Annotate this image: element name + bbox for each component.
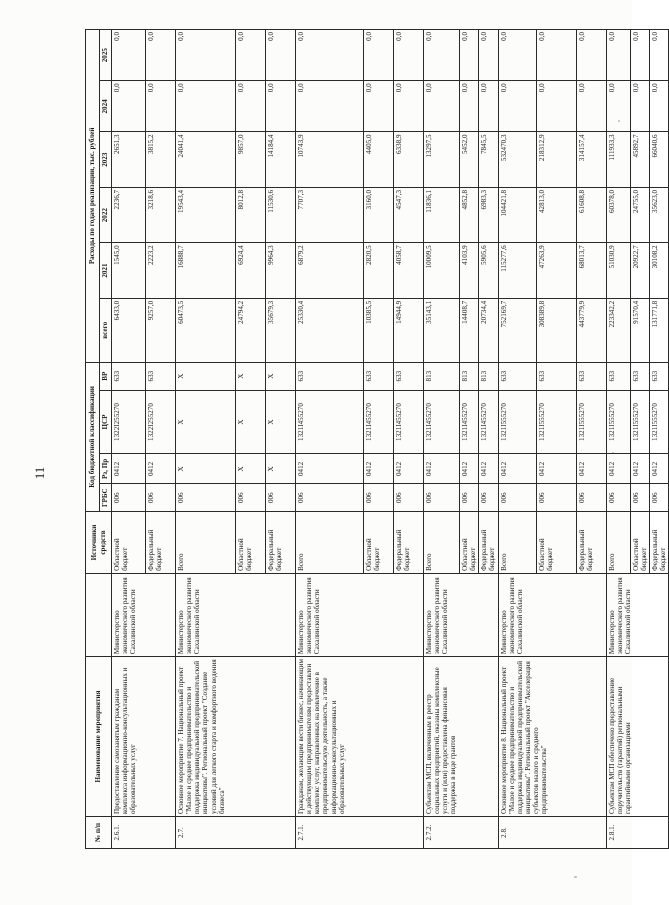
- y2024-cell: 0,0: [112, 81, 146, 132]
- y2024-cell: 0,0: [649, 81, 668, 132]
- total-cell: 10385,5: [364, 298, 394, 362]
- total-cell: 25330,4: [296, 298, 364, 362]
- vr-cell: 813: [460, 362, 479, 390]
- y2023-cell: 10743,9: [296, 132, 364, 187]
- csr-cell: 1321I455270: [460, 390, 479, 454]
- header-num: № п/п: [86, 817, 112, 849]
- rzpr-cell: 0412: [460, 454, 479, 484]
- y2021-cell: 2223,2: [146, 243, 176, 298]
- total-cell: 24794,2: [236, 298, 266, 362]
- grbs-cell: 006: [394, 484, 424, 512]
- y2021-cell: 10009,5: [424, 243, 460, 298]
- source-cell: Федеральный бюджет: [576, 512, 606, 574]
- grbs-cell: 006: [630, 484, 649, 512]
- total-cell: 131771,8: [649, 298, 668, 362]
- y2022-cell: 7707,3: [296, 187, 364, 242]
- csr-cell: X: [266, 390, 296, 454]
- source-cell: Областной бюджет: [112, 512, 146, 574]
- header-csr: ЦСР: [100, 390, 112, 454]
- csr-cell: 1321I555270: [498, 390, 536, 454]
- num-cell: 2.7.: [176, 817, 296, 849]
- num-cell: 2.6.1.: [112, 817, 176, 849]
- source-cell: Областной бюджет: [236, 512, 266, 574]
- y2025-cell: 0,0: [479, 30, 498, 81]
- csr-cell: 1321I455270: [479, 390, 498, 454]
- y2024-cell: 0,0: [460, 81, 479, 132]
- source-cell: Федеральный бюджет: [266, 512, 296, 574]
- rzpr-cell: 0412: [394, 454, 424, 484]
- y2025-cell: 0,0: [296, 30, 364, 81]
- vr-cell: X: [236, 362, 266, 390]
- grbs-cell: 006: [479, 484, 498, 512]
- source-cell: Областной бюджет: [460, 512, 479, 574]
- scan-speck: [574, 876, 577, 878]
- y2021-cell: 51030,9: [606, 243, 630, 298]
- csr-cell: 1321I455270: [296, 390, 364, 454]
- vr-cell: 633: [394, 362, 424, 390]
- vr-cell: 813: [479, 362, 498, 390]
- y2025-cell: 0,0: [424, 30, 460, 81]
- y2021-cell: 6924,4: [236, 243, 266, 298]
- table-row: [296, 30, 364, 849]
- source-cell: Федеральный бюджет: [146, 512, 176, 574]
- y2024-cell: 0,0: [394, 81, 424, 132]
- y2023-cell: 314157,4: [576, 132, 606, 187]
- header-rzpr: Рз, Пр: [100, 454, 112, 484]
- rzpr-cell: X: [176, 454, 236, 484]
- header-grbs: ГРБС: [100, 484, 112, 512]
- y2023-cell: 9857,0: [236, 132, 266, 187]
- csr-cell: 1321I455270: [364, 390, 394, 454]
- grbs-cell: 006: [649, 484, 668, 512]
- y2021-cell: 68013,7: [576, 243, 606, 298]
- header-row: [86, 30, 100, 849]
- grbs-cell: 006: [576, 484, 606, 512]
- name-cell: Основное мероприятие 8. Национальный проект "Малое и среднее предпринимательство и поддержка индивидуальной предпринимательской инициативы". Региональный проект "Акселерация субъектов малого и среднего предпринимательства": [498, 657, 606, 817]
- total-cell: 308389,8: [536, 298, 576, 362]
- name-cell: Субъектам МСП, включенным в реестр социальных предприятий, оказаны комплексные услуги и (или) предоставлена финансовая поддержка в виде грантов: [424, 657, 499, 817]
- source-cell: Всего: [606, 512, 630, 574]
- rzpr-cell: 0412: [146, 454, 176, 484]
- y2022-cell: 8012,8: [236, 187, 266, 242]
- vr-cell: X: [176, 362, 236, 390]
- vr-cell: 633: [630, 362, 649, 390]
- y2025-cell: 0,0: [394, 30, 424, 81]
- y2023-cell: 14184,4: [266, 132, 296, 187]
- executor-cell: Министерство экономического развития Сахалинской области: [112, 573, 176, 656]
- vr-cell: 633: [364, 362, 394, 390]
- y2022-cell: 104421,8: [498, 187, 536, 242]
- csr-cell: 1321I455270: [394, 390, 424, 454]
- csr-cell: 1321I555270: [536, 390, 576, 454]
- total-cell: 9257,0: [146, 298, 176, 362]
- grbs-cell: 006: [176, 484, 236, 512]
- rzpr-cell: X: [236, 454, 266, 484]
- y2023-cell: 45892,7: [630, 132, 649, 187]
- y2021-cell: 5905,6: [479, 243, 498, 298]
- budget-table: [85, 29, 669, 849]
- table-row: [176, 30, 236, 849]
- y2025-cell: 0,0: [236, 30, 266, 81]
- y2021-cell: 115277,6: [498, 243, 536, 298]
- table-row: [606, 30, 630, 849]
- grbs-cell: 006: [536, 484, 576, 512]
- y2025-cell: 0,0: [576, 30, 606, 81]
- rzpr-cell: 0412: [112, 454, 146, 484]
- header-2025: 2025: [100, 30, 112, 81]
- y2023-cell: 2651,3: [112, 132, 146, 187]
- grbs-cell: 006: [460, 484, 479, 512]
- rotated-table-area: [85, 29, 668, 849]
- y2021-cell: 30108,2: [649, 243, 668, 298]
- y2023-cell: 5452,0: [460, 132, 479, 187]
- csr-cell: 1321I555270: [606, 390, 630, 454]
- y2025-cell: 0,0: [649, 30, 668, 81]
- y2022-cell: 35623,0: [649, 187, 668, 242]
- y2023-cell: 7845,5: [479, 132, 498, 187]
- y2024-cell: 0,0: [606, 81, 630, 132]
- rzpr-cell: 0412: [630, 454, 649, 484]
- rzpr-cell: 0412: [424, 454, 460, 484]
- y2021-cell: 4103,9: [460, 243, 479, 298]
- y2023-cell: 3815,2: [146, 132, 176, 187]
- vr-cell: 633: [536, 362, 576, 390]
- num-cell: 2.8.: [498, 817, 606, 849]
- y2024-cell: 0,0: [424, 81, 460, 132]
- rzpr-cell: 0412: [576, 454, 606, 484]
- rzpr-cell: 0412: [479, 454, 498, 484]
- header-2021: 2021: [100, 243, 112, 298]
- total-cell: 14408,7: [460, 298, 479, 362]
- csr-cell: X: [176, 390, 236, 454]
- y2021-cell: 2820,5: [364, 243, 394, 298]
- source-cell: Всего: [424, 512, 460, 574]
- y2021-cell: 6879,2: [296, 243, 364, 298]
- executor-cell: Министерство экономического развития Сахалинской области: [424, 573, 499, 656]
- y2022-cell: 19543,4: [176, 187, 236, 242]
- y2023-cell: 13297,5: [424, 132, 460, 187]
- vr-cell: X: [266, 362, 296, 390]
- total-cell: 20734,4: [479, 298, 498, 362]
- source-cell: Всего: [296, 512, 364, 574]
- header-source: Источники средств: [86, 512, 112, 574]
- table-row: [424, 30, 460, 849]
- csr-cell: 1321I555270: [649, 390, 668, 454]
- y2024-cell: 0,0: [479, 81, 498, 132]
- y2021-cell: 4058,7: [394, 243, 424, 298]
- vr-cell: 633: [112, 362, 146, 390]
- total-cell: 35143,1: [424, 298, 460, 362]
- executor-cell: Министерство экономического развития Сахалинской области: [606, 573, 669, 656]
- y2024-cell: 0,0: [146, 81, 176, 132]
- source-cell: Областной бюджет: [630, 512, 649, 574]
- rzpr-cell: 0412: [536, 454, 576, 484]
- grbs-cell: 006: [424, 484, 460, 512]
- source-cell: Федеральный бюджет: [394, 512, 424, 574]
- y2025-cell: 0,0: [266, 30, 296, 81]
- y2024-cell: 0,0: [536, 81, 576, 132]
- y2025-cell: 0,0: [498, 30, 536, 81]
- y2021-cell: 16888,7: [176, 243, 236, 298]
- header-total: всего: [100, 298, 112, 362]
- y2023-cell: 6338,9: [394, 132, 424, 187]
- y2025-cell: 0,0: [176, 30, 236, 81]
- y2023-cell: 4405,0: [364, 132, 394, 187]
- table-body: [112, 30, 669, 849]
- table-row: [112, 30, 146, 849]
- num-cell: 2.8.1.: [606, 817, 669, 849]
- vr-cell: 633: [296, 362, 364, 390]
- rzpr-cell: X: [266, 454, 296, 484]
- y2025-cell: 0,0: [630, 30, 649, 81]
- y2021-cell: 47263,9: [536, 243, 576, 298]
- y2025-cell: 0,0: [460, 30, 479, 81]
- csr-cell: 1321I455270: [424, 390, 460, 454]
- y2022-cell: 24755,0: [630, 187, 649, 242]
- y2021-cell: 9964,3: [266, 243, 296, 298]
- vr-cell: 633: [576, 362, 606, 390]
- rzpr-cell: 0412: [364, 454, 394, 484]
- y2022-cell: 11530,6: [266, 187, 296, 242]
- y2022-cell: 4852,8: [460, 187, 479, 242]
- vr-cell: 633: [146, 362, 176, 390]
- y2022-cell: 61608,8: [576, 187, 606, 242]
- csr-cell: X: [236, 390, 266, 454]
- executor-cell: Министерство экономического развития Сахалинской области: [176, 573, 296, 656]
- total-cell: 60473,5: [176, 298, 236, 362]
- y2025-cell: 0,0: [364, 30, 394, 81]
- y2025-cell: 0,0: [112, 30, 146, 81]
- rzpr-cell: 0412: [649, 454, 668, 484]
- grbs-cell: 006: [296, 484, 364, 512]
- y2022-cell: 60378,0: [606, 187, 630, 242]
- y2024-cell: 0,0: [236, 81, 266, 132]
- header-2023: 2023: [100, 132, 112, 187]
- y2024-cell: 0,0: [296, 81, 364, 132]
- total-cell: 14944,9: [394, 298, 424, 362]
- grbs-cell: 006: [364, 484, 394, 512]
- header-2022: 2022: [100, 187, 112, 242]
- vr-cell: 633: [498, 362, 536, 390]
- total-cell: 91570,4: [630, 298, 649, 362]
- grbs-cell: 006: [236, 484, 266, 512]
- name-cell: Основное мероприятие 7. Национальный проект "Малое и среднее предпринимательство и поддержка индивидуальной предпринимательской инициативы". Региональный проект "Создание условий для легкого старта и комфортного ведения бизнеса": [176, 657, 296, 817]
- y2023-cell: 111933,3: [606, 132, 630, 187]
- source-cell: Всего: [176, 512, 236, 574]
- total-cell: 223342,2: [606, 298, 630, 362]
- grbs-cell: 006: [266, 484, 296, 512]
- name-cell: Предоставление самозанятым гражданам комплекса информационно-консультационных и образовательных услуг: [112, 657, 176, 817]
- y2024-cell: 0,0: [364, 81, 394, 132]
- table-rotator: [85, 29, 668, 849]
- y2021-cell: 1545,0: [112, 243, 146, 298]
- total-cell: 443779,9: [576, 298, 606, 362]
- y2024-cell: 0,0: [576, 81, 606, 132]
- y2023-cell: 66040,6: [649, 132, 668, 187]
- header-name: Наименование мероприятия: [86, 657, 112, 817]
- header-code-group: Код бюджетной классификации: [86, 362, 100, 511]
- executor-cell: Министерство экономического развития Сахалинской области: [498, 573, 606, 656]
- y2022-cell: 2236,7: [112, 187, 146, 242]
- y2025-cell: 0,0: [536, 30, 576, 81]
- rzpr-cell: 0412: [296, 454, 364, 484]
- y2025-cell: 0,0: [146, 30, 176, 81]
- vr-cell: 813: [424, 362, 460, 390]
- header-vr: ВР: [100, 362, 112, 390]
- rzpr-cell: 0412: [606, 454, 630, 484]
- source-cell: Всего: [498, 512, 536, 574]
- grbs-cell: 006: [112, 484, 146, 512]
- header-executor: [86, 573, 112, 656]
- source-cell: Федеральный бюджет: [649, 512, 668, 574]
- csr-cell: 1322I255270: [146, 390, 176, 454]
- total-cell: 35679,3: [266, 298, 296, 362]
- y2024-cell: 0,0: [176, 81, 236, 132]
- y2022-cell: 3218,6: [146, 187, 176, 242]
- y2024-cell: 0,0: [266, 81, 296, 132]
- y2023-cell: 218312,9: [536, 132, 576, 187]
- executor-cell: Министерство экономического развития Сахалинской области: [296, 573, 424, 656]
- num-cell: 2.7.1.: [296, 817, 424, 849]
- csr-cell: 1321I555270: [576, 390, 606, 454]
- name-cell: Гражданам, желающим вести бизнес, начинающим и действующим предпринимателям предоставлен комплекс услуг, направленных на вовлечение в предпринимательскую деятельность, а также информационно-консультационных и образовательных услуг: [296, 657, 424, 817]
- source-cell: Областной бюджет: [536, 512, 576, 574]
- grbs-cell: 006: [606, 484, 630, 512]
- num-cell: 2.7.2.: [424, 817, 499, 849]
- page-number: 11: [32, 466, 47, 480]
- vr-cell: 633: [649, 362, 668, 390]
- y2022-cell: 4547,3: [394, 187, 424, 242]
- y2023-cell: 24041,4: [176, 132, 236, 187]
- y2022-cell: 3160,0: [364, 187, 394, 242]
- y2022-cell: 11836,1: [424, 187, 460, 242]
- source-cell: Федеральный бюджет: [479, 512, 498, 574]
- name-cell: Субъектам МСП обеспечено предоставление поручительств (гарантий) региональными гарантийными организациями: [606, 657, 669, 817]
- table-row: [498, 30, 536, 849]
- y2024-cell: 0,0: [498, 81, 536, 132]
- vr-cell: 633: [606, 362, 630, 390]
- y2025-cell: 0,0: [606, 30, 630, 81]
- y2021-cell: 20922,7: [630, 243, 649, 298]
- grbs-cell: 006: [498, 484, 536, 512]
- total-cell: 6433,0: [112, 298, 146, 362]
- csr-cell: 1321I555270: [630, 390, 649, 454]
- rzpr-cell: 0412: [498, 454, 536, 484]
- y2022-cell: 6983,3: [479, 187, 498, 242]
- y2023-cell: 532470,3: [498, 132, 536, 187]
- grbs-cell: 006: [146, 484, 176, 512]
- total-cell: 752169,7: [498, 298, 536, 362]
- y2022-cell: 42813,0: [536, 187, 576, 242]
- source-cell: Областной бюджет: [364, 512, 394, 574]
- csr-cell: 1322I255270: [112, 390, 146, 454]
- y2024-cell: 0,0: [630, 81, 649, 132]
- header-2024: 2024: [100, 81, 112, 132]
- header-expenses-group: Расходы по годам реализации, тыс. рублей: [86, 30, 100, 363]
